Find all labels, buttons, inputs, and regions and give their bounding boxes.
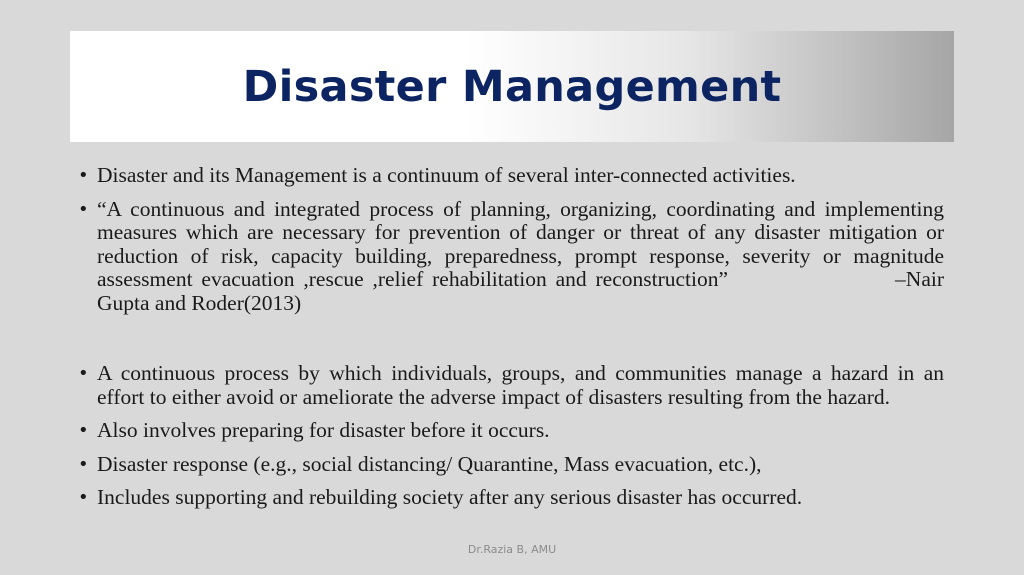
list-item <box>78 164 944 188</box>
list-item <box>78 453 944 477</box>
slide-title: Disaster Management <box>242 61 782 112</box>
bullet-icon: • <box>78 363 89 384</box>
list-item <box>78 419 944 443</box>
bullet-icon: • <box>78 453 89 475</box>
bullet-icon: • <box>78 165 89 186</box>
quote-attribution: –Nair Gupta and Roder(2013) <box>97 267 944 315</box>
footer-credit: Dr.Razia B, AMU <box>467 543 557 556</box>
bullet-text: Disaster and its Management is a continuum of several inter-connected activities. <box>97 163 796 187</box>
bullet-list <box>78 164 944 510</box>
bullet-text: Also involves preparing for disaster before it occurs. <box>97 418 550 442</box>
quote-text: “A continuous and integrated process of planning, organizing, coordinating and implementing measures which are necessary for prevention of danger or threat of any disaster mitigation or reduction of risk, capacity building, preparedness, prompt response, severity or magnitude assessment evacuation ,rescue ,relief rehabilitation and reconstruction” <box>97 196 944 291</box>
list-item <box>78 486 944 510</box>
bullet-text: Disaster response (e.g., social distancing/ Quarantine, Mass evacuation, etc.), <box>97 451 762 476</box>
bullet-text: A continuous process by which individuals, groups, and communities manage a hazard in an effort to either avoid or ameliorate the adverse impact of disasters resulting from the hazard. <box>97 361 944 409</box>
bullet-text: Includes supporting and rebuilding society after any serious disaster has occurred. <box>97 485 803 509</box>
title-banner <box>70 31 954 142</box>
list-item <box>78 198 944 316</box>
definition-quote <box>97 198 944 316</box>
bullet-icon: • <box>78 487 89 508</box>
bullet-icon: • <box>78 198 89 220</box>
list-item <box>78 362 944 409</box>
bullet-icon: • <box>78 420 89 441</box>
